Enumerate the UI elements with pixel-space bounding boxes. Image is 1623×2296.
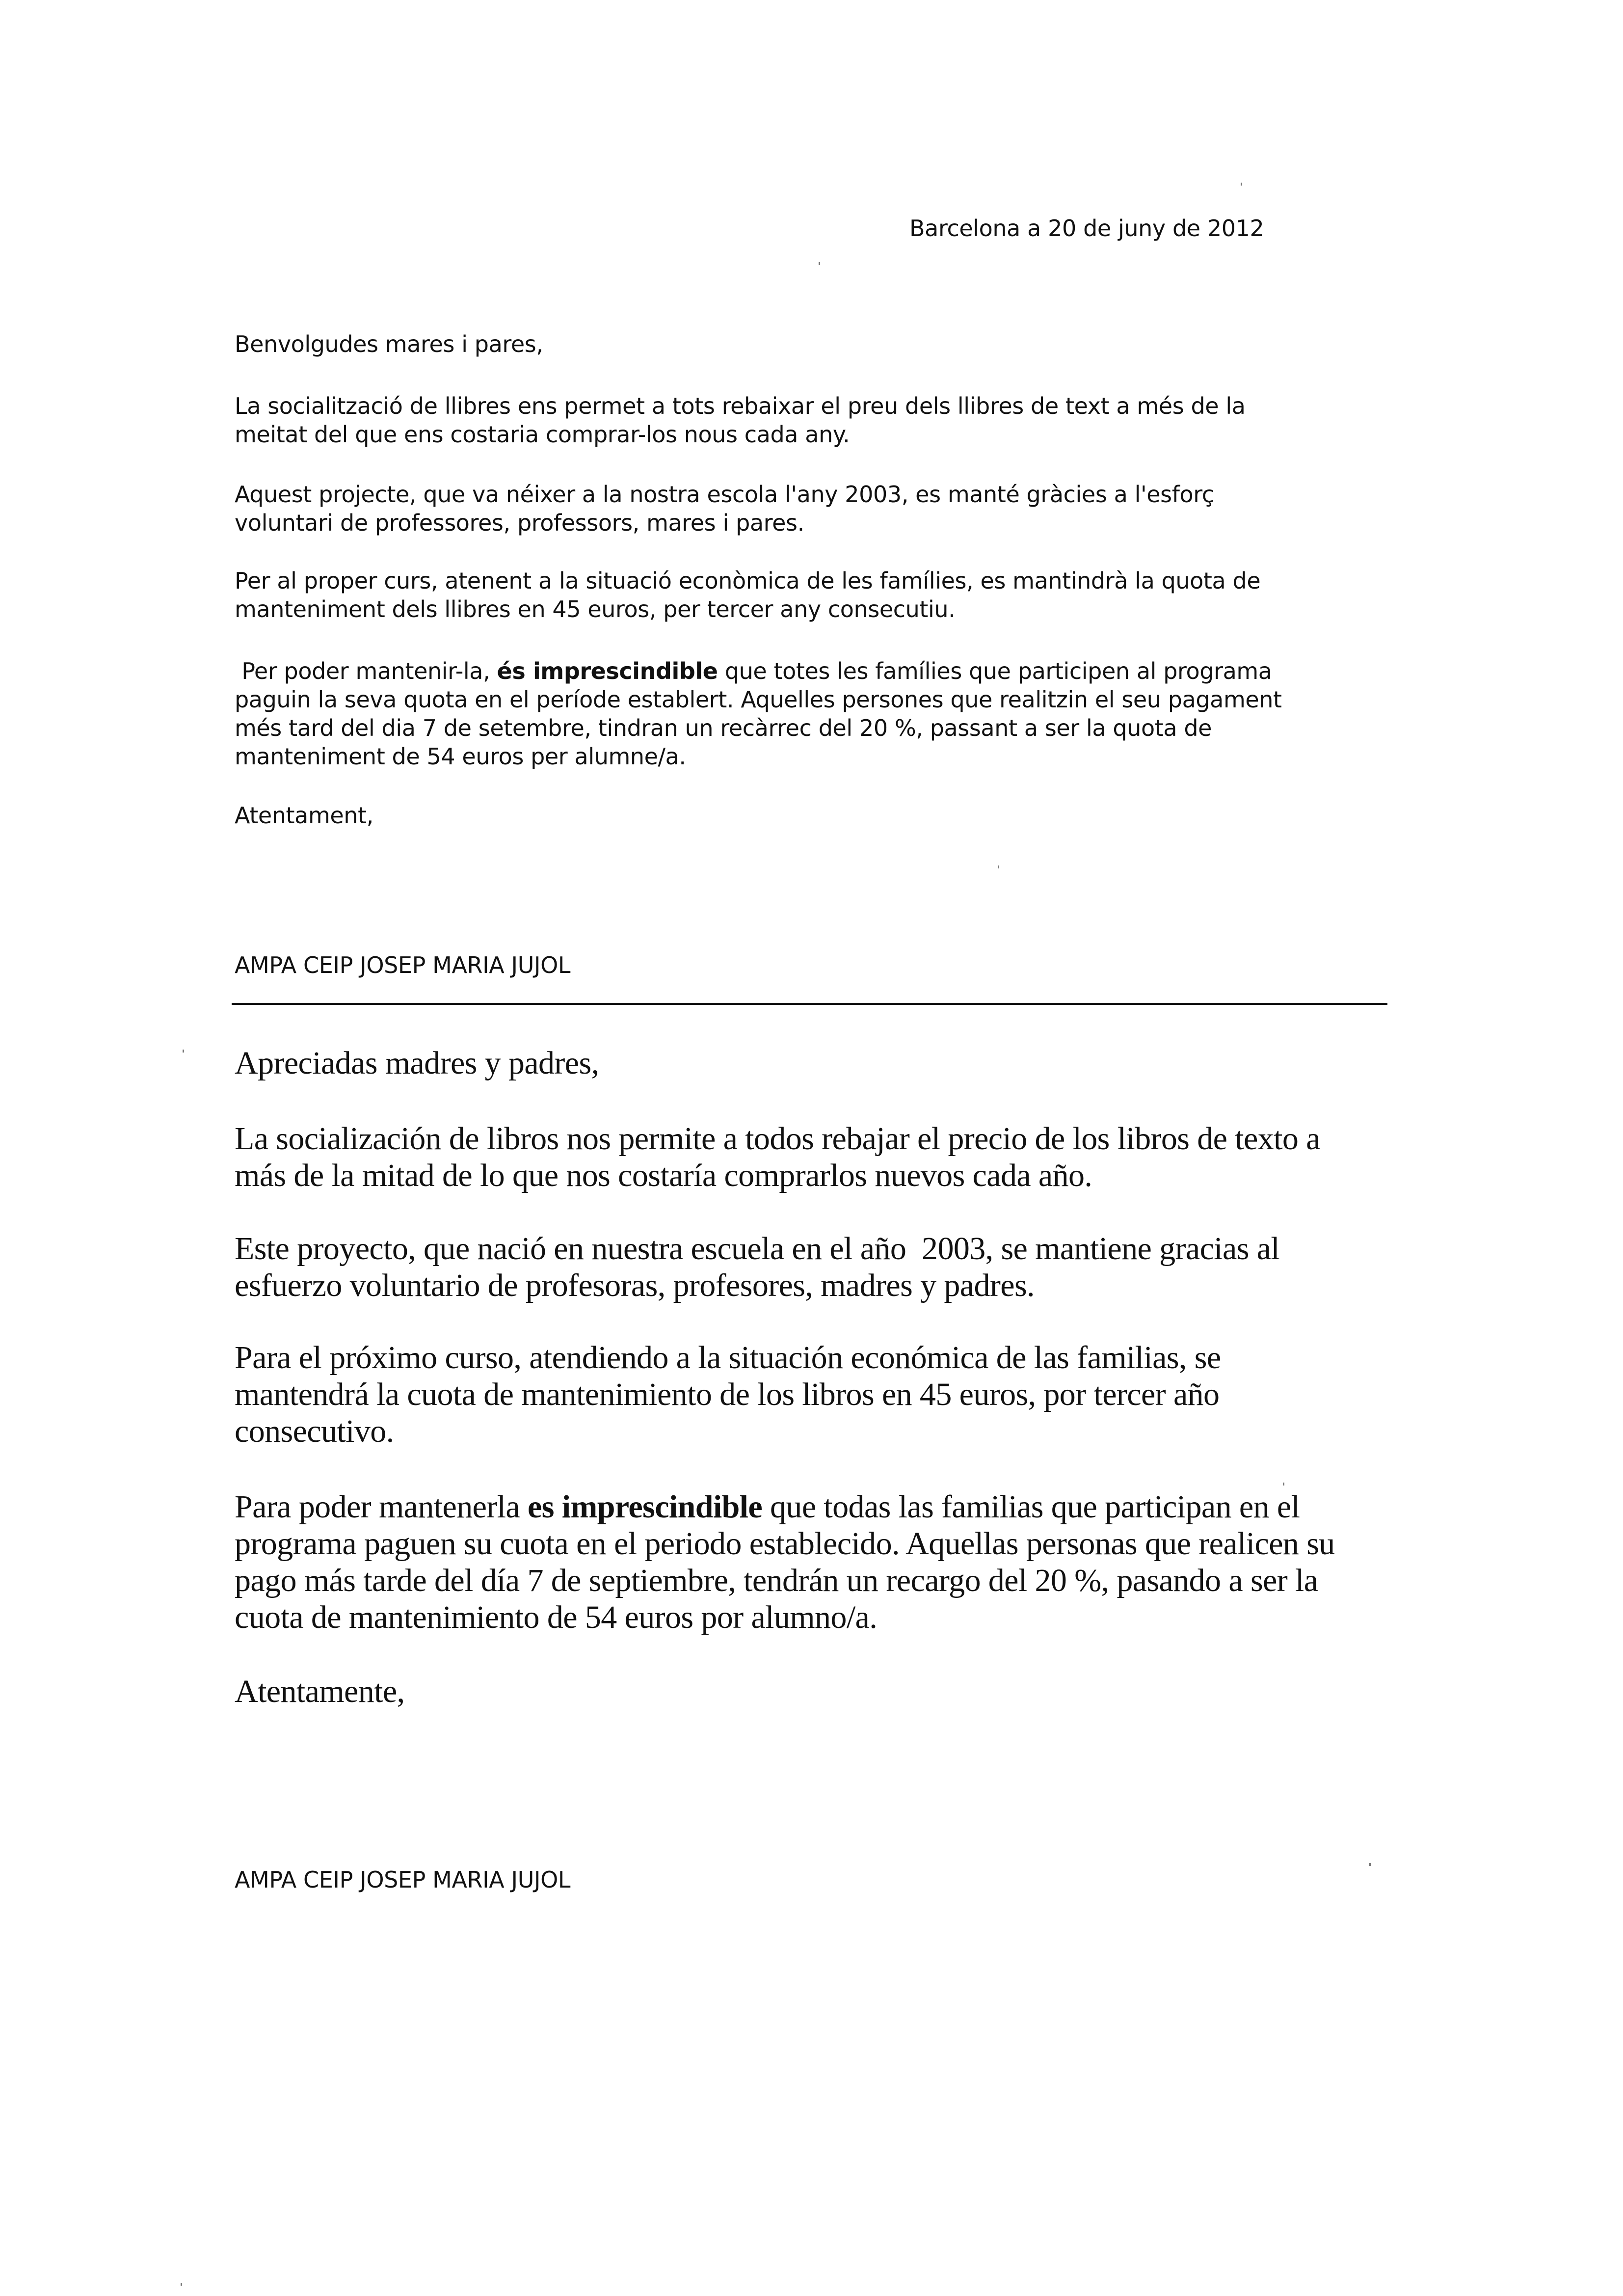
text-run: que totes les famílies que participen al programa xyxy=(718,658,1272,684)
paragraph-line: consecutivo. xyxy=(235,1413,394,1449)
section-divider xyxy=(232,1003,1387,1005)
catalan-paragraph-2 xyxy=(235,480,1214,537)
spanish-paragraph-3 xyxy=(235,1339,1221,1450)
catalan-salutation: Benvolgudes mares i pares, xyxy=(235,331,543,357)
text-run: que todas las familias que participan en el xyxy=(762,1489,1300,1525)
paragraph-line xyxy=(235,657,1282,685)
scan-speck xyxy=(181,2283,182,2286)
paragraph-line: cuota de mantenimiento de 54 euros por alumno/a. xyxy=(235,1599,878,1635)
paragraph-line: voluntari de professores, professors, mares i pares. xyxy=(235,510,804,536)
catalan-paragraph-4 xyxy=(235,657,1282,771)
paragraph-line xyxy=(235,1488,1335,1525)
paragraph-line: paguin la seva quota en el període establert. Aquelles persones que realitzin el seu pagament xyxy=(235,686,1282,713)
paragraph-line: más de la mitad de lo que nos costaría comprarlos nuevos cada año. xyxy=(235,1158,1092,1193)
paragraph-line: manteniment dels llibres en 45 euros, per tercer any consecutiu. xyxy=(235,596,956,622)
paragraph-line: més tard del dia 7 de setembre, tindran un recàrrec del 20 %, passant a ser la quota de xyxy=(235,715,1212,741)
catalan-paragraph-1 xyxy=(235,392,1246,449)
paragraph-line: Este proyecto, que nació en nuestra escuela en el año 2003, se mantiene gracias al xyxy=(235,1231,1280,1267)
letter-date: Barcelona a 20 de juny de 2012 xyxy=(909,215,1264,242)
paragraph-line: pago más tarde del día 7 de septiembre, tendrán un recargo del 20 %, pasando a ser la xyxy=(235,1563,1318,1598)
scan-speck xyxy=(1241,183,1242,186)
spanish-paragraph-1 xyxy=(235,1120,1320,1194)
paragraph-line: mantendrá la cuota de mantenimiento de los libros en 45 euros, por tercer año xyxy=(235,1377,1220,1412)
scan-speck xyxy=(1369,1863,1371,1866)
catalan-paragraph-3 xyxy=(235,567,1260,623)
catalan-signature: AMPA CEIP JOSEP MARIA JUJOL xyxy=(235,952,571,978)
emphasis-text: és imprescindible xyxy=(497,658,718,684)
spanish-closing: Atentamente, xyxy=(235,1674,405,1709)
paragraph-line: Aquest projecte, que va néixer a la nostra escola l'any 2003, es manté gràcies a l'esforç xyxy=(235,481,1214,508)
paragraph-line: esfuerzo voluntario de profesoras, profesores, madres y padres. xyxy=(235,1268,1035,1303)
text-run: Per poder mantenir-la, xyxy=(235,658,497,684)
paragraph-line: meitat del que ens costaria comprar-los nous cada any. xyxy=(235,421,850,448)
paragraph-line: Para el próximo curso, atendiendo a la situación económica de las familias, se xyxy=(235,1340,1221,1376)
text-run: Para poder mantenerla xyxy=(235,1489,528,1525)
paragraph-line: Per al proper curs, atenent a la situació econòmica de les famílies, es mantindrà la quota de xyxy=(235,567,1261,594)
spanish-paragraph-4 xyxy=(235,1488,1335,1636)
paragraph-line: programa paguen su cuota en el periodo establecido. Aquellas personas que realicen su xyxy=(235,1526,1335,1562)
scan-speck xyxy=(183,1050,184,1053)
scan-speck xyxy=(998,865,999,868)
emphasis-text: es imprescindible xyxy=(528,1489,763,1525)
spanish-signature: AMPA CEIP JOSEP MARIA JUJOL xyxy=(235,1866,571,1893)
scan-speck xyxy=(819,262,820,265)
spanish-salutation: Apreciadas madres y padres, xyxy=(235,1045,599,1081)
paragraph-line: La socialización de libros nos permite a todos rebajar el precio de los libros de texto a xyxy=(235,1121,1320,1157)
catalan-closing: Atentament, xyxy=(235,802,373,829)
spanish-paragraph-2 xyxy=(235,1230,1279,1304)
scan-speck xyxy=(1283,1483,1284,1486)
paragraph-line: manteniment de 54 euros per alumne/a. xyxy=(235,743,686,770)
paragraph-line: La socialització de llibres ens permet a tots rebaixar el preu dels llibres de text a més de la xyxy=(235,393,1246,419)
